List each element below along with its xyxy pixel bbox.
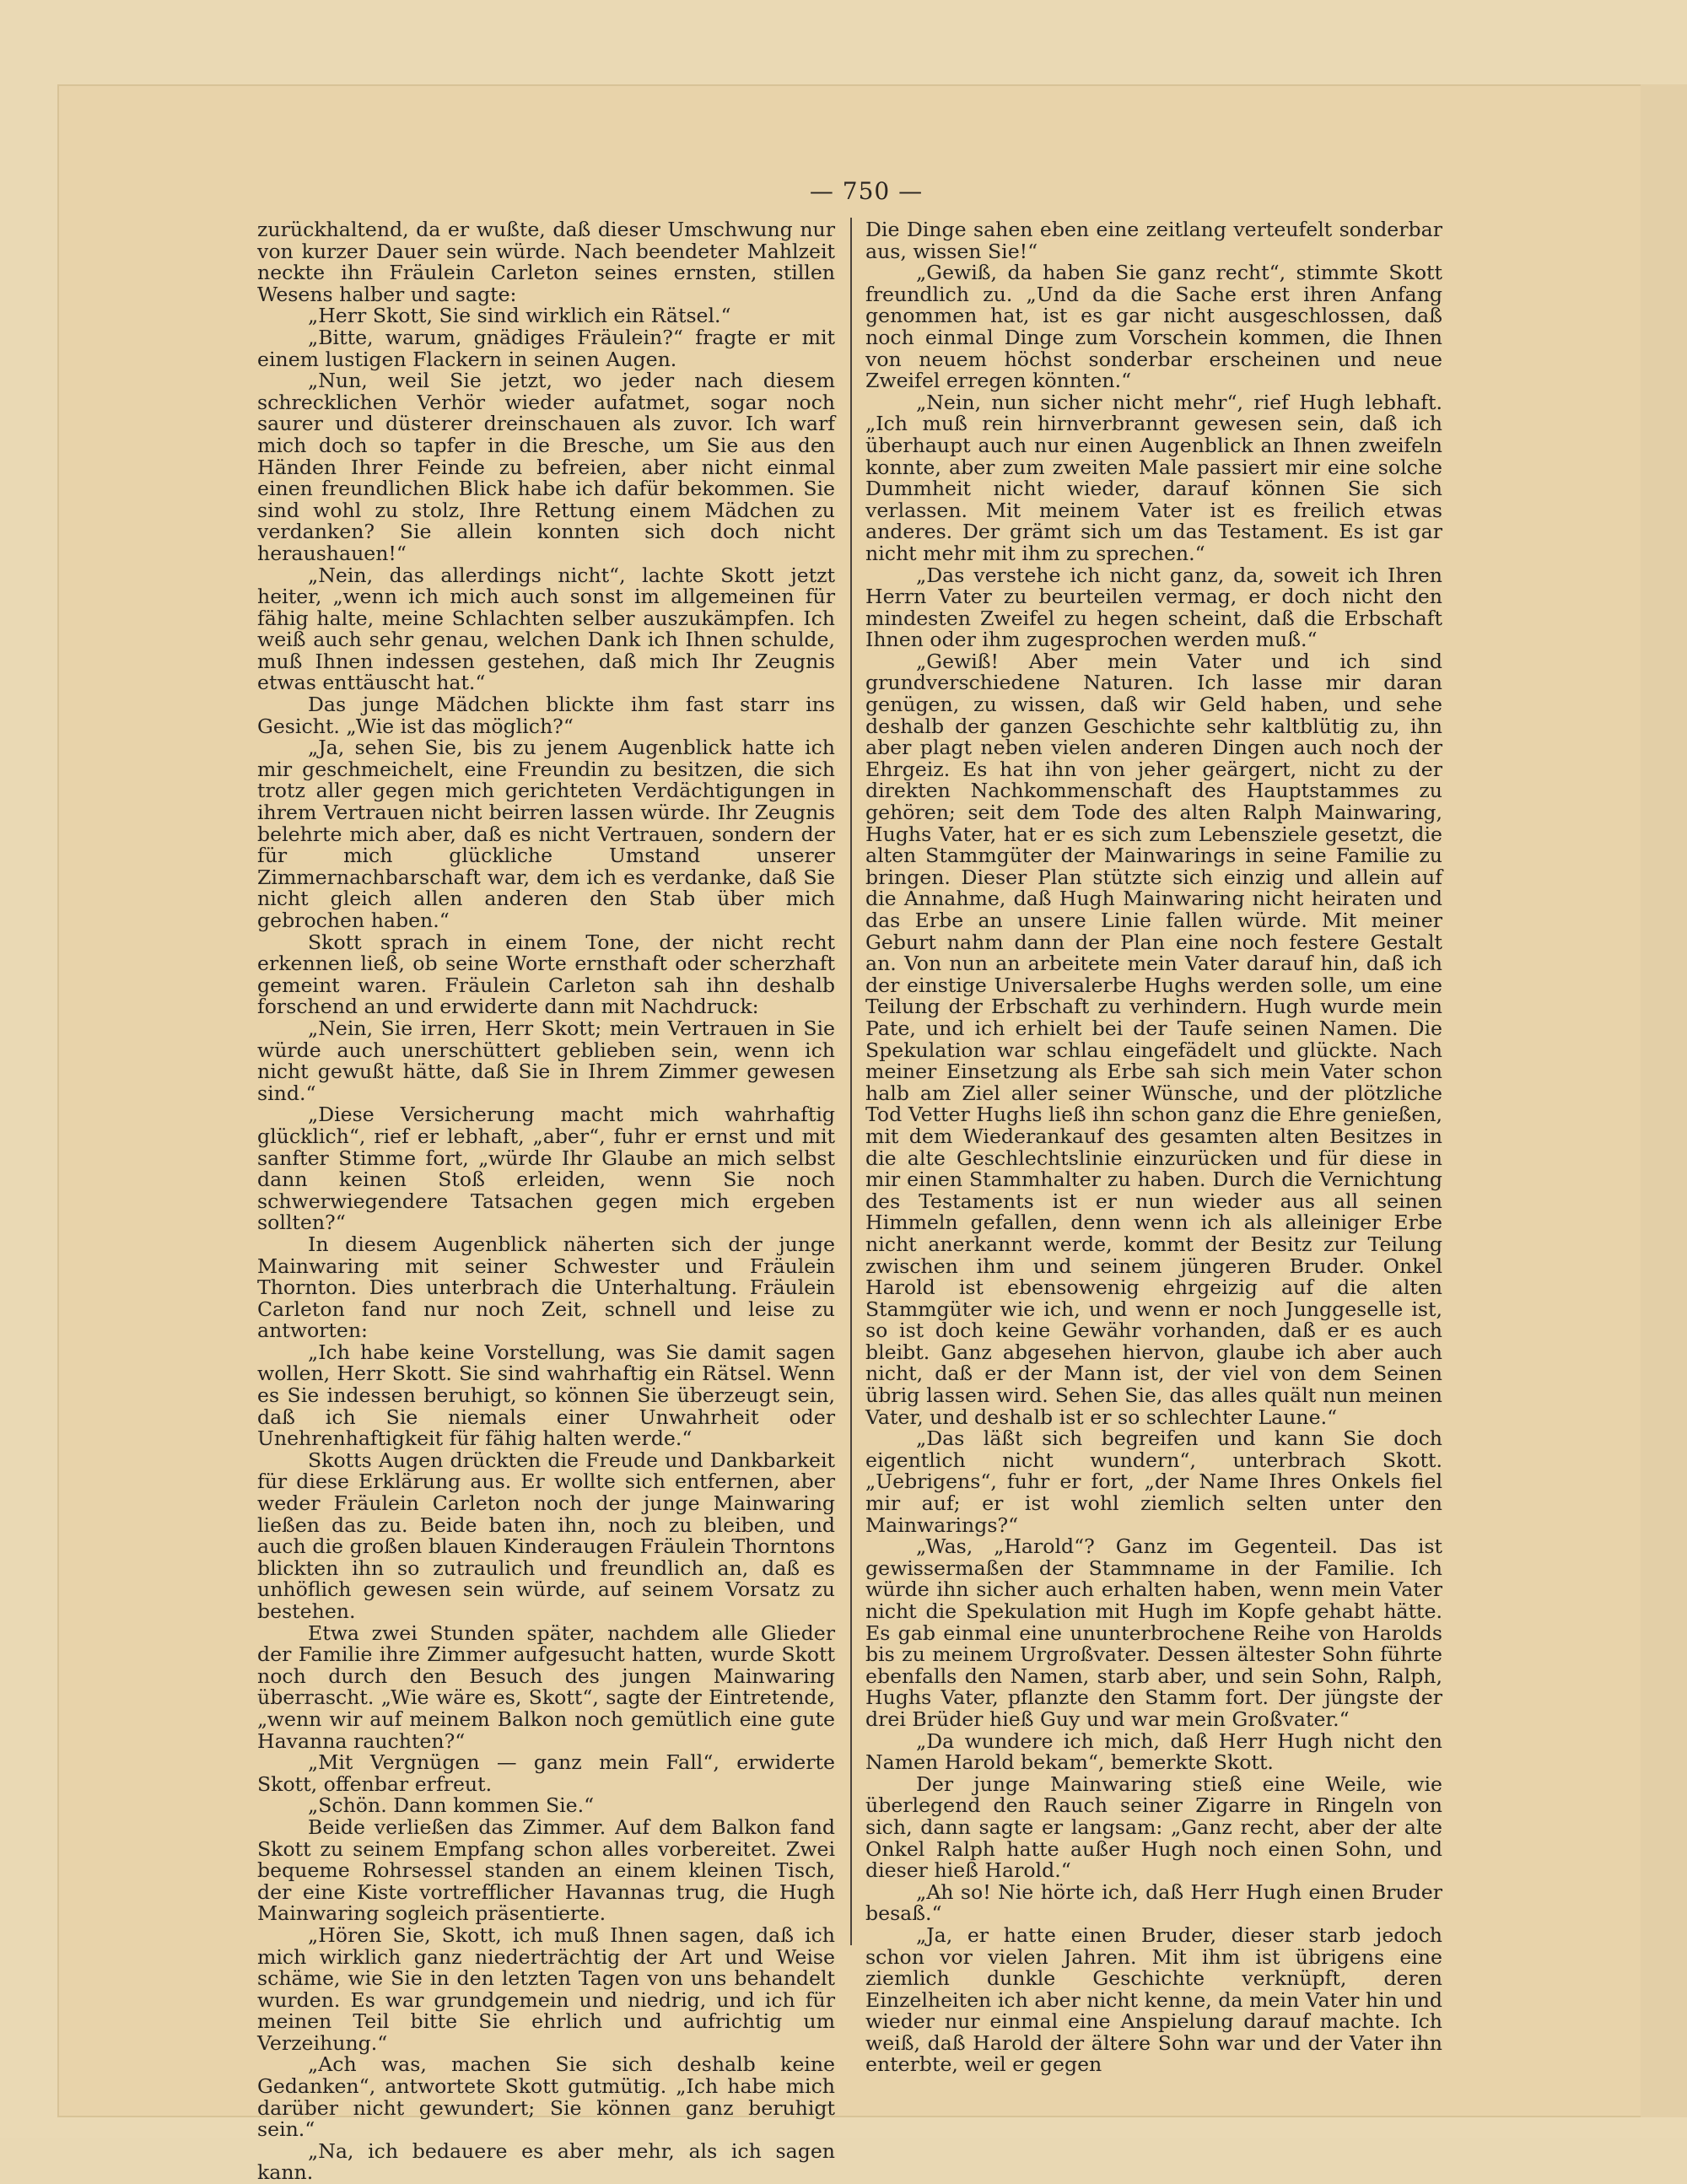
paragraph: „Nein, Sie irren, Herr Skott; mein Vertrauen in Sie würde auch unerschüttert geblieben sein, wenn ich nicht gewußt hätte, daß Sie in Ihrem Zimmer gewesen sind.“ [257, 1016, 835, 1105]
page-edge-shadow [1641, 84, 1687, 2117]
paragraph: Die Dinge sahen eben eine zeitlang verteufelt sonderbar aus, wissen Sie!“ [865, 218, 1442, 263]
paragraph: Der junge Mainwaring stieß eine Weile, wie überlegend den Rauch seiner Zigarre in Ringeln von sich, dann sagte er langsam: „Ganz recht, aber der alte Onkel Ralph hatte außer Hugh noch einen Sohn, und dieser hieß Harold.“ [865, 1771, 1442, 1883]
paragraph: „Das verstehe ich nicht ganz, da, soweit ich Ihren Herrn Vater zu beurteilen vermag, er doch nicht den mindesten Zweifel zu hegen scheint, daß die Erbschaft Ihnen oder ihm zugesprochen werden muß.“ [865, 563, 1442, 652]
page-number: — 750 — [809, 177, 924, 205]
paragraph: „Na, ich bedauere es aber mehr, als ich sagen kann. [257, 2138, 835, 2184]
paragraph: „Bitte, warum, gnädiges Fräulein?“ fragte er mit einem lustigen Flackern in seinen Augen. [257, 325, 835, 371]
paragraph: „Mit Vergnügen — ganz mein Fall“, erwiderte Skott, offenbar erfreut. [257, 1750, 835, 1796]
paragraph: Beide verließen das Zimmer. Auf dem Balkon fand Skott zu seinem Empfang schon alles vorbereitet. Zwei bequeme Rohrsessel standen an einem kleinen Tisch, der eine Kiste vortrefflicher Havannas trug, die Hugh Mainwaring sogleich präsentierte. [257, 1815, 835, 1926]
paragraph: Etwa zwei Stunden später, nachdem alle Glieder der Familie ihre Zimmer aufgesucht hatten, wurde Skott noch durch den Besuch des jungen Mainwaring überrascht. „Wie wäre es, Skott“, sagte der Eintretende, „wenn wir auf meinem Balkon noch gemütlich eine gute Havanna rauchten?“ [257, 1620, 835, 1753]
paragraph: „Ich habe keine Vorstellung, was Sie damit sagen wollen, Herr Skott. Sie sind wahrhaftig ein Rätsel. Wenn es Sie indessen beruhigt, so können Sie überzeugt sein, daß ich Sie niemals einer Unwahrheit oder Unehrenhaftigkeit für fähig halten werde.“ [257, 1340, 835, 1451]
paragraph: „Gewiß! Aber mein Vater und ich sind grundverschiedene Naturen. Ich lasse mir daran genügen, zu wissen, daß wir Geld haben, und sehe deshalb der ganzen Geschichte sehr kaltblütig zu, ihn aber plagt neben vielen anderen Dingen auch noch der Ehrgeiz. Es hat ihn von jeher geärgert, nicht zu der direkten Nachkommenschaft des Hauptstammes zu gehören; seit dem Tode des alten Ralph Mainwaring, Hughs Vater, hat er es sich zum Lebensziele gesetzt, die alten Stammgüter der Mainwarings in seine Familie zu bringen. Dieser Plan stützte sich einzig und allein auf die Annahme, daß Hugh Mainwaring nicht heiraten und das Erbe an unsere Linie fallen würde. Mit meiner Geburt nahm dann der Plan eine noch festere Gestalt an. Von nun an arbeitete mein Vater darauf hin, daß ich der einstige Universalerbe Hughs werden solle, um eine Teilung der Erbschaft zu verhindern. Hugh wurde mein Pate, und ich erhielt bei der Taufe seinen Namen. Die Spekulation war schlau eingefädelt und glückte. Nach meiner Einsetzung als Erbe sah sich mein Vater schon halb am Ziel aller seiner Wünsche, und der plötzliche Tod Vetter Hughs ließ ihn schon ganz die Ehre genießen, mit dem Wiederankauf des gesamten alten Besitzes in die alte Geschlechtslinie einzurücken und für diese in mir einen Stammhalter zu haben. Durch die Vernichtung des Testaments ist er nun wieder aus all seinen Himmeln gefallen, denn wenn ich als alleiniger Erbe nicht anerkannt werde, kommt der Besitz zur Teilung zwischen ihm und seinem jüngeren Bruder. Onkel Harold ist ebensowenig ehrgeizig auf die alten Stammgüter wie ich, und wenn er noch Junggeselle ist, so ist doch keine Gewähr vorhanden, daß er es auch bleibt. Ganz abgesehen hiervon, glaube ich aber auch nicht, daß er der Mann ist, der viel von dem Seinen übrig lassen wird. Sehen Sie, das alles quält nun meinen Vater, und deshalb ist er so schlechter Laune.“ [865, 649, 1442, 1429]
paragraph: „Was, „Harold“? Ganz im Gegenteil. Das ist gewissermaßen der Stammname in der Familie. Ich würde ihn sicher auch erhalten haben, wenn mein Vater nicht die Spekulation mit Hugh im Kopfe gehabt hätte. Es gab einmal eine ununterbrochene Reihe von Harolds bis zu meinem Urgroßvater. Dessen ältester Sohn führte ebenfalls den Namen, starb aber, und sein Sohn, Ralph, Hughs Vater, pflanzte den Stamm fort. Der jüngste der drei Brüder hieß Guy und war mein Großvater.“ [865, 1534, 1442, 1731]
paragraph: zurückhaltend, da er wußte, daß dieser Umschwung nur von kurzer Dauer sein würde. Nach beendeter Mahlzeit neckte ihn Fräulein Carleton seines ernsten, stillen Wesens halber und sagte: [257, 218, 835, 306]
paragraph: „Ja, er hatte einen Bruder, dieser starb jedoch schon vor vielen Jahren. Mit ihm ist übrigens eine ziemlich dunkle Geschichte verknüpft, deren Einzelheiten ich aber nicht kenne, da mein Vater hin und wieder nur einmal eine Anspielung darauf machte. Ich weiß, daß Harold der ältere Sohn war und der Vater ihn enterbte, weil er gegen [865, 1922, 1442, 2077]
paragraph: Skott sprach in einem Tone, der nicht recht erkennen ließ, ob seine Worte ernsthaft oder scherzhaft gemeint waren. Fräulein Carleton sah ihn deshalb forschend an und erwiderte dann mit Nachdruck: [257, 930, 835, 1019]
paragraph: „Das läßt sich begreifen und kann Sie doch eigentlich nicht wundern“, unterbrach Skott. „Uebrigens“, fuhr er fort, „der Name Ihres Onkels fiel mir auf; er ist wohl ziemlich selten unter den Mainwarings?“ [865, 1426, 1442, 1537]
paragraph: „Ah so! Nie hörte ich, daß Herr Hugh einen Bruder besaß.“ [865, 1879, 1442, 1926]
right-column [865, 219, 1442, 2076]
column-divider [850, 218, 852, 1945]
paragraph: „Ach was, machen Sie sich deshalb keine Gedanken“, antwortete Skott gutmütig. „Ich habe mich darüber nicht gewundert; Sie können ganz beruhigt sein.“ [257, 2052, 835, 2142]
paragraph: „Hören Sie, Skott, ich muß Ihnen sagen, daß ich mich wirklich ganz niederträchtig der Art und Weise schäme, wie Sie in den letzten Tagen von uns behandelt wurden. Es war grundgemein und niedrig, und ich für meinen Teil bitte Sie ehrlich und aufrichtig um Verzeihung.“ [257, 1922, 835, 2055]
paragraph: In diesem Augenblick näherten sich der junge Mainwaring mit seiner Schwester und Fräulein Thornton. Dies unterbrach die Unterhaltung. Fräulein Carleton fand nur noch Zeit, schnell und leise zu antworten: [257, 1232, 835, 1343]
paragraph: „Schön. Dann kommen Sie.“ [308, 1793, 595, 1818]
paragraph: „Nein, nun sicher nicht mehr“, rief Hugh lebhaft. „Ich muß rein hirnverbrannt gewesen sein, daß ich überhaupt auch nur einen Augenblick an Ihnen zweifeln konnte, aber zum zweiten Male passiert mir eine solche Dummheit nicht wieder, darauf können Sie sich verlassen. Mit meinem Vater ist es freilich etwas anderes. Der grämt sich um das Testament. Es ist gar nicht mehr mit ihm zu sprechen.“ [865, 390, 1442, 565]
paragraph: „Nun, weil Sie jetzt, wo jeder nach diesem schrecklichen Verhör wieder aufatmet, sogar noch saurer und düsterer dreinschauen als zuvor. Ich warf mich doch so tapfer in die Bresche, um Sie aus den Händen Ihrer Feinde zu befreien, aber nicht einmal einen freundlichen Blick habe ich dafür bekommen. Sie sind wohl zu stolz, Ihre Rettung einem Mädchen zu verdanken? Sie allein konnten sich doch nicht heraushauen!“ [257, 369, 835, 565]
paragraph: „Diese Versicherung macht mich wahrhaftig glücklich“, rief er lebhaft, „aber“, fuhr er ernst und mit sanfter Stimme fort, „würde Ihr Glaube an mich selbst dann keinen Stoß erleiden, wenn Sie noch schwerwiegendere Tatsachen gegen mich ergeben sollten?“ [257, 1103, 835, 1235]
paragraph: Skotts Augen drückten die Freude und Dankbarkeit für diese Erklärung aus. Er wollte sich entfernen, aber weder Fräulein Carleton noch der junge Mainwaring ließen das zu. Beide baten ihn, noch zu bleiben, und auch die großen blauen Kinderaugen Fräulein Thorntons blickten ihn so zutraulich und freundlich an, daß es unhöflich gewesen sein würde, auf seinem Vorsatz zu bestehen. [257, 1448, 835, 1623]
paragraph: „Herr Skott, Sie sind wirklich ein Rätsel.“ [308, 304, 731, 328]
paragraph: „Gewiß, da haben Sie ganz recht“, stimmte Skott freundlich zu. „Und da die Sache erst ihren Anfang genommen hat, ist es gar nicht ausgeschlossen, daß noch einmal Dinge zum Vorschein kommen, die Ihnen von neuem höchst sonderbar erscheinen und neue Zweifel erregen könnten.“ [865, 261, 1442, 393]
paragraph: Das junge Mädchen blickte ihm fast starr ins Gesicht. „Wie ist das möglich?“ [257, 693, 835, 738]
paragraph: „Ja, sehen Sie, bis zu jenem Augenblick hatte ich mir geschmeichelt, eine Freundin zu besitzen, die sich trotz aller gegen mich gerichteten Verdächtigungen in ihrem Vertrauen nicht beirren lassen würde. Ihr Zeugnis belehrte mich aber, daß es nicht Vertrauen, sondern der für mich glückliche Umstand unserer Zimmernachbarschaft war, dem ich es verdanke, daß Sie nicht gleich allen anderen den Stab über mich gebrochen haben.“ [257, 736, 835, 932]
paragraph: „Da wundere ich mich, daß Herr Hugh nicht den Namen Harold bekam“, bemerkte Skott. [865, 1728, 1442, 1775]
paragraph: „Nein, das allerdings nicht“, lachte Skott jetzt heiter, „wenn ich mich auch sonst im allgemeinen für fähig halte, meine Schlachten selber auszukämpfen. Ich weiß auch sehr genau, welchen Dank ich Ihnen schulde, muß Ihnen indessen gestehen, daß mich Ihr Zeugnis etwas enttäuscht hat.“ [257, 563, 835, 695]
left-column [257, 219, 835, 2184]
